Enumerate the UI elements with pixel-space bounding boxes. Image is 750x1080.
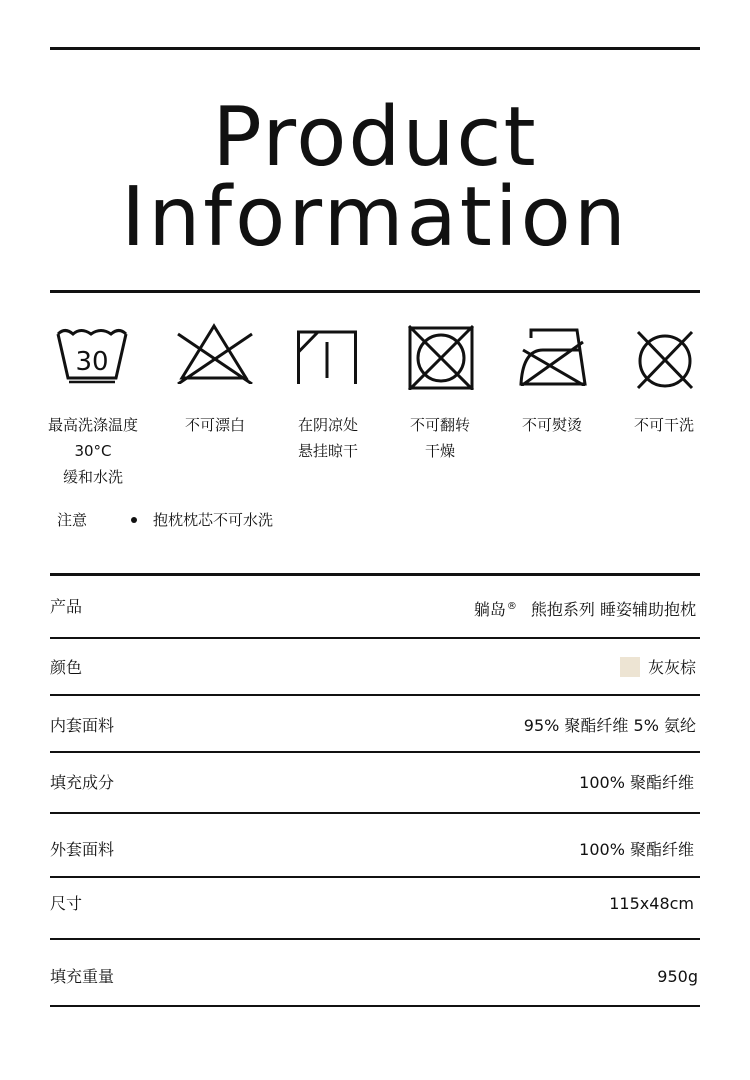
- line-dry-shade-icon: [297, 320, 357, 384]
- spec-key: 内套面料: [50, 716, 115, 735]
- spec-key: 填充重量: [50, 967, 115, 986]
- no-tumble-dry-icon: [407, 320, 475, 390]
- table-rule: [50, 938, 700, 940]
- spec-value: [620, 648, 696, 688]
- spec-row-color: [50, 648, 700, 688]
- spec-value: 100% 聚酯纤维: [579, 840, 694, 859]
- product-name: 熊抱系列 睡姿辅助抱枕: [530, 600, 696, 619]
- note-bullet: [131, 517, 137, 523]
- title-divider: [50, 290, 700, 293]
- spec-row-inner-fabric: [50, 706, 700, 746]
- page-title-line2: Information: [121, 170, 629, 265]
- top-rule: [50, 47, 700, 50]
- spec-row-product: [50, 587, 700, 627]
- care-label-iron: 不可熨烫: [521, 416, 582, 434]
- page-title-line1: Product: [212, 90, 538, 185]
- table-rule: [50, 751, 700, 753]
- spec-value: 115x48cm: [609, 894, 694, 913]
- wash-30-gentle-icon: [55, 320, 129, 384]
- spec-value: 100% 聚酯纤维: [579, 773, 694, 792]
- spec-value: 95% 聚酯纤维 5% 氨纶: [523, 716, 696, 735]
- no-iron-icon: [517, 320, 587, 386]
- spec-value: [474, 587, 696, 630]
- table-rule-top: [50, 573, 700, 576]
- care-label-bleach: 不可漂白: [184, 416, 245, 434]
- care-label-tumble: 不可翻转 干燥: [409, 416, 470, 460]
- spec-row-outer-fabric: [50, 830, 700, 870]
- no-bleach-icon: [174, 320, 254, 384]
- spec-key: 颜色: [50, 658, 83, 677]
- wash-temp-label: 30: [75, 347, 109, 377]
- table-rule: [50, 694, 700, 696]
- color-name: 灰灰棕: [647, 658, 696, 677]
- spec-row-filling: [50, 763, 700, 803]
- no-dry-clean-icon: [634, 320, 696, 390]
- table-rule-bottom: [50, 1005, 700, 1007]
- spec-value: 950g: [657, 967, 698, 986]
- spec-key: 产品: [50, 597, 83, 616]
- spec-row-fill-weight: [50, 957, 700, 997]
- care-label-wash: 最高洗涤温度 30°C 缓和水洗: [47, 416, 138, 486]
- spec-key: 外套面料: [50, 840, 115, 859]
- note-text: 抱枕枕芯不可水洗: [153, 511, 274, 529]
- brand-name: 躺岛: [473, 600, 506, 619]
- table-rule: [50, 812, 700, 814]
- registered-mark: ®: [506, 601, 517, 612]
- spec-key: 填充成分: [50, 773, 115, 792]
- care-label-dry-shade: 在阴凉处 悬挂晾干: [297, 416, 358, 460]
- care-label-dry-clean: 不可干洗: [633, 416, 694, 434]
- spec-key: 尺寸: [50, 894, 83, 913]
- color-swatch: [620, 657, 640, 677]
- note-label: 注意: [57, 511, 88, 529]
- table-rule: [50, 637, 700, 639]
- table-rule: [50, 876, 700, 878]
- spec-row-size: [50, 884, 700, 924]
